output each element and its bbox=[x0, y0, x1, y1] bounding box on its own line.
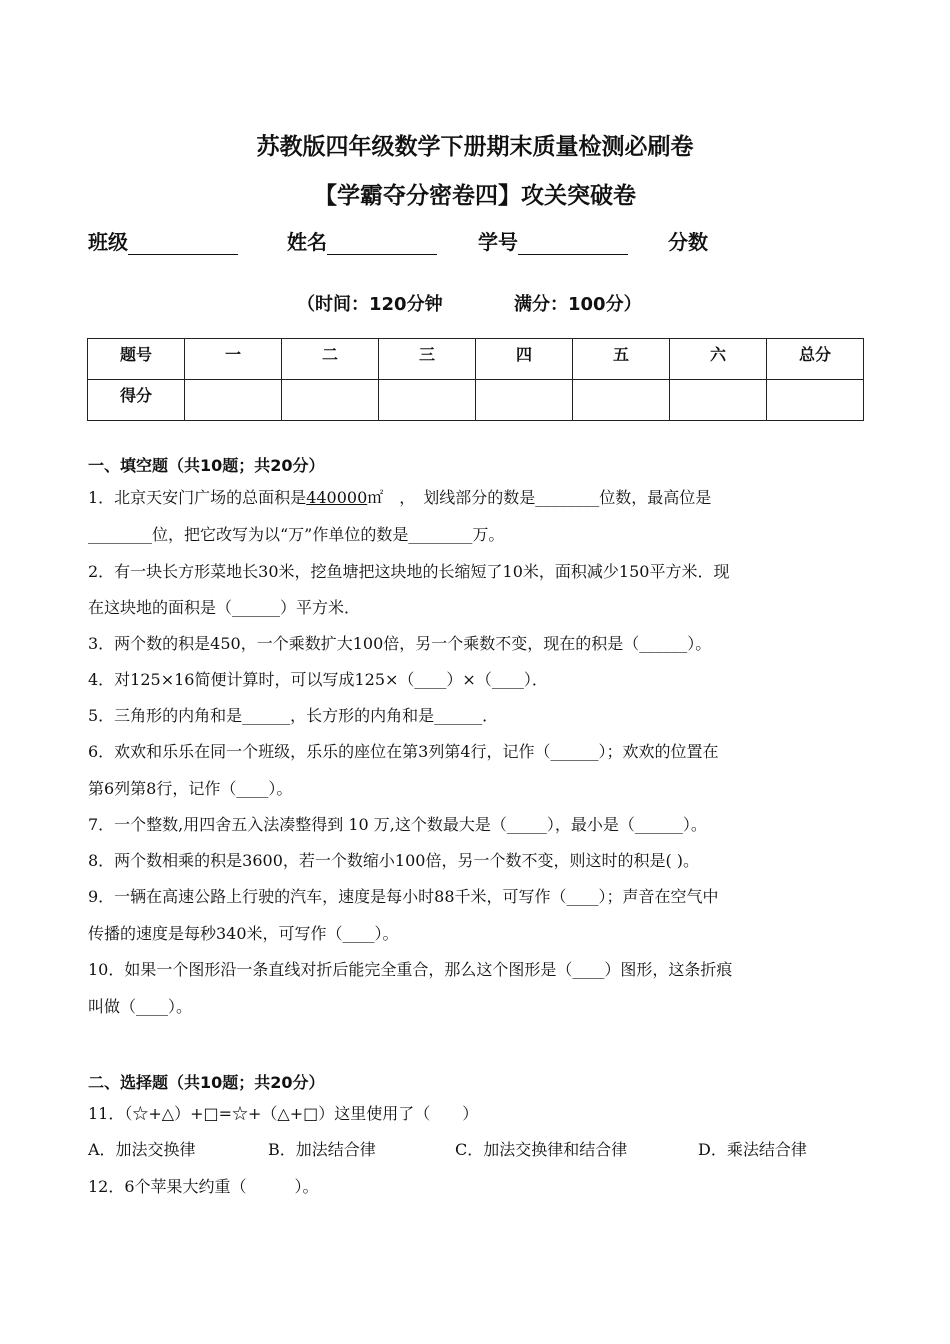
q11-option-d[interactable]: D．乘法结合律 bbox=[698, 1140, 807, 1159]
question-10-cont: 叫做（____）。 bbox=[88, 997, 193, 1016]
score-table-cell: 六 bbox=[670, 339, 767, 380]
id-label: 学号 bbox=[478, 230, 518, 254]
question-5: 5．三角形的内角和是______，长方形的内角和是______． bbox=[88, 706, 499, 725]
score-table-cell: 三 bbox=[379, 339, 476, 380]
q11-option-a[interactable]: A．加法交换律 bbox=[88, 1140, 196, 1159]
score-table-cell: 得分 bbox=[88, 380, 185, 421]
score-entry-cell[interactable] bbox=[670, 380, 767, 421]
question-7: 7．一个整数,用四舍五入法凑整得到 10 万,这个数最大是（_____），最小是（______）。 bbox=[88, 815, 707, 834]
score-table-cell: 五 bbox=[573, 339, 670, 380]
question-10: 10．如果一个图形沿一条直线对折后能完全重合，那么这个图形是（____）图形，这条折痕 bbox=[88, 960, 733, 979]
score-table-cell: 总分 bbox=[767, 339, 864, 380]
question-6-cont: 第6列第8行，记作（____）。 bbox=[88, 779, 293, 798]
score-table-cell: 题号 bbox=[88, 339, 185, 380]
score-table-score-row bbox=[88, 380, 864, 421]
score-table-cell: 一 bbox=[185, 339, 282, 380]
q1-text-a: 1．北京天安门广场的总面积是 bbox=[88, 488, 307, 507]
id-blank[interactable] bbox=[518, 234, 628, 255]
score-entry-cell[interactable] bbox=[185, 380, 282, 421]
score-entry-cell[interactable] bbox=[282, 380, 379, 421]
question-4: 4．对125×16简便计算时，可以写成125×（____）×（____）． bbox=[88, 670, 548, 689]
question-9-cont: 传播的速度是每秒340米，可写作（____）。 bbox=[88, 924, 399, 943]
q1-unit: ㎡ bbox=[367, 488, 384, 507]
q1-text-b: ， 划线部分的数是________位数，最高位是 bbox=[399, 488, 712, 507]
question-8: 8．两个数相乘的积是3600，若一个数缩小100倍，另一个数不变，则这时的积是( )。 bbox=[88, 851, 700, 870]
score-table bbox=[87, 338, 864, 421]
score-entry-cell[interactable] bbox=[476, 380, 573, 421]
class-blank[interactable] bbox=[128, 234, 238, 255]
q1-underlined-number: 440000 bbox=[306, 488, 368, 507]
name-label: 姓名 bbox=[287, 230, 327, 254]
score-label: 分数 bbox=[668, 230, 708, 254]
score-entry-cell[interactable] bbox=[573, 380, 670, 421]
score-table-cell: 四 bbox=[476, 339, 573, 380]
id-field[interactable] bbox=[478, 226, 628, 255]
question-2: 2．有一块长方形菜地长30米，挖鱼塘把这块地的长缩短了10米，面积减少150平方米．现 bbox=[88, 562, 730, 581]
question-1-cont: ________位，把它改写为以“万”作单位的数是________万。 bbox=[88, 525, 505, 544]
q11-option-c[interactable]: C．加法交换律和结合律 bbox=[455, 1140, 628, 1159]
question-2-cont: 在这块地的面积是（______）平方米． bbox=[88, 598, 361, 617]
question-3: 3．两个数的积是450，一个乘数扩大100倍，另一个乘数不变，现在的积是（______）。 bbox=[88, 634, 712, 653]
name-blank[interactable] bbox=[327, 234, 437, 255]
time-info: （时间：120分钟 bbox=[297, 294, 443, 315]
score-entry-cell[interactable] bbox=[767, 380, 864, 421]
section1-heading: 一、填空题（共10题；共20分） bbox=[88, 456, 325, 475]
full-score-info: 满分：100分） bbox=[514, 294, 642, 315]
page-title: 苏教版四年级数学下册期末质量检测必刷卷 bbox=[256, 134, 694, 160]
question-9: 9．一辆在高速公路上行驶的汽车，速度是每小时88千米，可写作（____）；声音在空气中 bbox=[88, 887, 719, 906]
class-label: 班级 bbox=[88, 230, 128, 254]
q11-option-b[interactable]: B．加法结合律 bbox=[268, 1140, 376, 1159]
score-table-header-row bbox=[88, 339, 864, 380]
name-field[interactable] bbox=[287, 226, 437, 255]
score-table-cell: 二 bbox=[282, 339, 379, 380]
class-field[interactable] bbox=[88, 226, 238, 255]
question-6: 6．欢欢和乐乐在同一个班级，乐乐的座位在第3列第4行，记作（______）；欢欢的位置在 bbox=[88, 742, 719, 761]
section2-heading: 二、选择题（共10题；共20分） bbox=[88, 1073, 325, 1092]
question-1 bbox=[88, 488, 711, 508]
page-subtitle: 【学霸夺分密卷四】攻关突破卷 bbox=[314, 183, 636, 209]
score-entry-cell[interactable] bbox=[379, 380, 476, 421]
question-11: 11．（☆+△）+□=☆+（△+□）这里使用了（ ） bbox=[88, 1104, 479, 1123]
question-12: 12．6个苹果大约重（ ）。 bbox=[88, 1177, 319, 1196]
